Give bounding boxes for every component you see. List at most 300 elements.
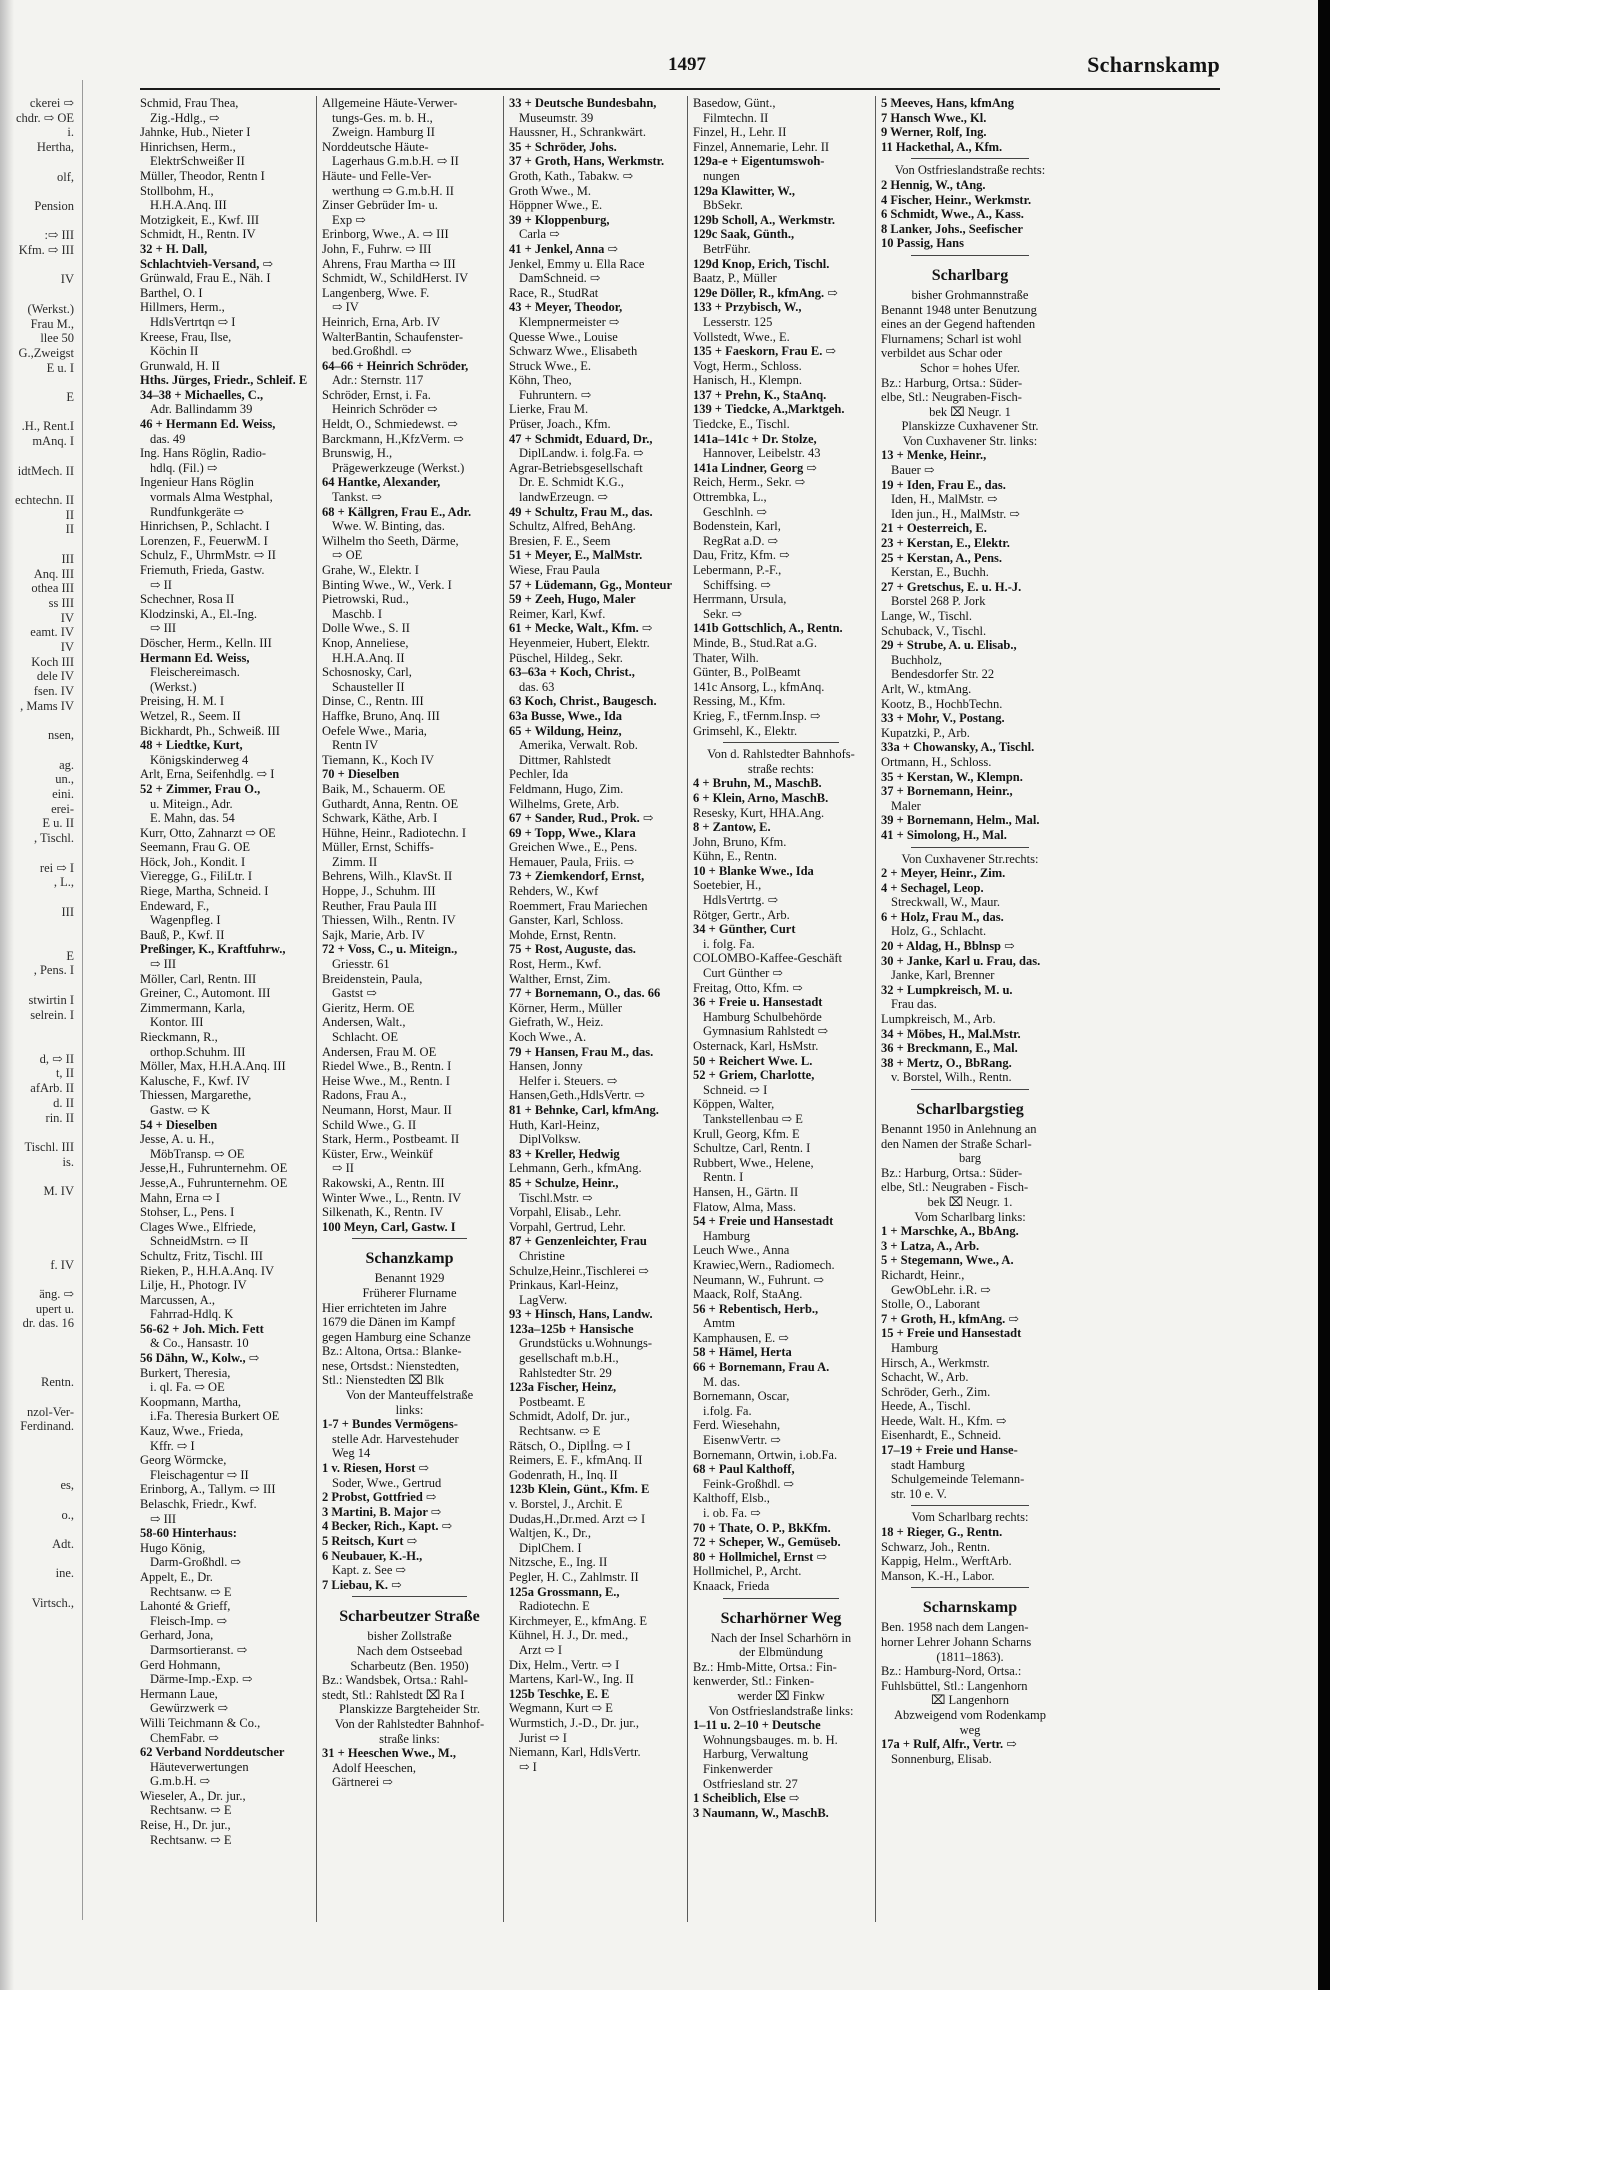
directory-entry: Jesse, A. u. H., <box>140 1132 215 1147</box>
directory-entry: Oefele Wwe., Maria, <box>322 723 427 738</box>
directory-entry: Reich, Herm., Sekr. ⇨ <box>693 475 806 490</box>
previous-page-line: d, ⇨ II <box>39 1051 74 1066</box>
previous-page-line: Adt. <box>52 1536 74 1551</box>
directory-entry: Allgemeine Häute-Verwer- <box>322 96 458 110</box>
directory-entry: Haussner, H., Schrankwärt. <box>509 125 646 140</box>
house-number-entry: 1–11 u. 2–10 + Deutsche <box>693 1718 821 1733</box>
previous-page-line: M. IV <box>43 1184 74 1199</box>
previous-page-line <box>0 1199 78 1214</box>
house-number-entry: 70 + Dieselben <box>322 767 400 782</box>
house-number-entry: 39 + Kloppenburg, <box>509 212 610 227</box>
street-note: Benannt 1948 unter Benutzung <box>881 302 1037 317</box>
house-number-entry: 129d Knop, Erich, Tischl. <box>693 256 830 271</box>
directory-entry: Schulgemeinde Telemann- <box>891 1472 1025 1487</box>
street-note: verbildet aus Schar oder <box>881 346 1003 361</box>
directory-entry: Buchholz, <box>891 652 943 667</box>
directory-entry: Groth, Kath., Tabakw. ⇨ <box>509 168 634 183</box>
directory-entry: Kamphausen, E. ⇨ <box>693 1330 789 1345</box>
directory-entry: Darmsortieranst. ⇨ <box>150 1642 248 1657</box>
directory-entry: Fleisch-Imp. ⇨ <box>150 1613 228 1628</box>
previous-page-line: , Mams IV <box>20 698 74 713</box>
directory-entry: Amerika, Verwalt. Rob. <box>519 738 638 753</box>
directory-entry: Lange, W., Tischl. <box>881 609 972 623</box>
directory-entry: Flatow, Alma, Mass. <box>693 1199 797 1214</box>
directory-entry: Rechtsanw. ⇨ E <box>150 1803 232 1818</box>
directory-entry: Christine <box>519 1248 565 1263</box>
house-number-entry: 70 + Thate, O. P., BkKfm. <box>693 1520 831 1535</box>
section-separator <box>352 1596 467 1597</box>
directory-entry: Bodenstein, Karl, <box>693 519 781 534</box>
directory-entry: Günter, B., PolBeamt <box>693 665 801 680</box>
directory-entry: i.Fa. Theresia Burkert OE <box>150 1409 280 1424</box>
directory-entry: Bauer ⇨ <box>891 463 935 478</box>
house-number-entry: Hermann Ed. Weiss, <box>140 650 250 665</box>
street-note: bisher Grohmannstraße <box>911 287 1029 302</box>
directory-entry: Janke, Karl, Brenner <box>891 968 995 983</box>
house-number-entry: 123a–125b + Hansische <box>509 1321 634 1336</box>
directory-entry: Winter Wwe., L., Rentn. IV <box>322 1190 462 1205</box>
directory-entry: Hinrichsen, P., Schlacht. I <box>140 519 270 534</box>
street-note: Benannt 1929 <box>374 1271 445 1286</box>
street-note: den Namen der Straße Scharl- <box>881 1136 1032 1151</box>
previous-page-line <box>0 1272 78 1287</box>
directory-entry: Walther, Ernst, Zim. <box>509 971 611 986</box>
directory-entry: stadt Hamburg <box>891 1457 965 1472</box>
directory-entry: Maler <box>891 798 921 813</box>
previous-page-line: Frau M., <box>30 316 74 331</box>
house-number-entry: 7 + Groth, H., kfmAng. ⇨ <box>881 1311 1019 1326</box>
previous-page-line: is. <box>62 1154 74 1169</box>
directory-entry: Dinse, C., Rentn. III <box>322 694 424 709</box>
directory-entry: Klempnermeister ⇨ <box>519 314 620 329</box>
directory-entry: (Werkst.) <box>150 679 197 694</box>
directory-entry: Gastst ⇨ <box>332 986 377 1001</box>
previous-page-line: stwirtin I <box>28 992 74 1007</box>
house-number-entry: 58-60 Hinterhaus: <box>140 1526 237 1541</box>
previous-page-line <box>0 1125 78 1140</box>
house-number-entry: Preßinger, K., Kraftfuhrw., <box>140 942 286 957</box>
street-note: Vom Scharlbarg rechts: <box>911 1510 1029 1525</box>
directory-entry: Heinrich, Erna, Arb. IV <box>322 314 441 329</box>
directory-entry: Jesse,H., Fuhrunternehm. OE <box>140 1161 288 1176</box>
directory-entry: DiplLandw. i. folg.Fa. ⇨ <box>519 446 644 461</box>
house-number-entry: 10 Passig, Hans <box>881 236 965 251</box>
directory-entry: Dolle Wwe., S. II <box>322 621 410 636</box>
directory-entry: Basedow, Günt., <box>693 96 776 110</box>
directory-entry: Hinrichsen, Herm., <box>140 139 236 154</box>
house-number-entry: 49 + Schultz, Frau M., das. <box>509 504 653 519</box>
directory-entry: Geschlnh. ⇨ <box>703 504 767 519</box>
directory-entry: Wwe. W. Binting, das. <box>332 519 445 534</box>
directory-entry: Arlt, Erna, Seifenhdlg. ⇨ I <box>140 767 275 782</box>
directory-entry: Maschb. I <box>332 606 382 621</box>
house-number-entry: 43 + Meyer, Theodor, <box>509 300 623 315</box>
previous-page-line: III <box>61 904 74 919</box>
directory-entry: Hamburg Schulbehörde <box>703 1009 822 1024</box>
directory-entry: Ing. Hans Röglin, Radio- <box>140 446 267 461</box>
directory-entry: Friemuth, Frieda, Gastw. <box>140 563 265 577</box>
street-note: bisher Zollstraße <box>367 1629 452 1644</box>
directory-entry: Königskinderweg 4 <box>150 752 249 767</box>
directory-entry: Struck Wwe., E. <box>509 358 592 373</box>
previous-page-line <box>0 405 78 420</box>
directory-entry: Wurmstich, J.-D., Dr. jur., <box>509 1715 640 1730</box>
previous-page-line: fsen. IV <box>33 684 74 699</box>
directory-entry: Lumpkreisch, M., Arb. <box>881 1012 996 1027</box>
house-number-entry: 8 + Zantow, E. <box>693 820 771 835</box>
directory-entry: RegRat a.D. ⇨ <box>703 533 779 548</box>
house-number-entry: 61 + Mecke, Walt., Kfm. ⇨ <box>509 621 653 636</box>
house-number-entry: 1 v. Riesen, Horst ⇨ <box>322 1461 429 1476</box>
house-number-entry: 64–66 + Heinrich Schröder, <box>322 358 469 373</box>
previous-page-line: II <box>65 522 74 537</box>
house-number-entry: 35 + Schröder, Johs. <box>509 139 617 154</box>
street-note: links: <box>395 1402 424 1417</box>
directory-entry: das. 63 <box>519 679 555 694</box>
directory-entry: Preising, H. M. I <box>140 694 225 709</box>
directory-entry: Möller, Max, H.H.A.Anq. III <box>140 1059 286 1074</box>
directory-entry: v. Borstel, Wilh., Rentn. <box>891 1070 1012 1085</box>
directory-entry: Schultz, Fritz, Tischl. III <box>140 1248 263 1263</box>
house-number-entry: 56 Dähn, W., Kolw., ⇨ <box>140 1351 260 1366</box>
previous-page-line: othea III <box>31 581 74 596</box>
directory-entry: Fleischereimasch. <box>150 665 240 680</box>
scan-border <box>1318 0 1330 1990</box>
previous-page-line: nsen, <box>47 728 74 743</box>
directory-entry: Seemann, Frau G. OE <box>140 840 251 855</box>
directory-column-1 <box>140 96 310 1926</box>
directory-entry: John, F., Fuhrw. ⇨ III <box>322 241 432 256</box>
directory-entry: Döscher, Herm., Kelln. III <box>140 635 272 650</box>
house-number-entry: Schlachtvieh-Versand, ⇨ <box>140 256 273 271</box>
directory-entry: i.folg. Fa. <box>703 1403 752 1418</box>
directory-column-2 <box>322 96 497 1926</box>
directory-entry: Wohnungsbauges. m. b. H. <box>703 1732 838 1747</box>
directory-entry: Endeward, F., <box>140 898 210 913</box>
directory-entry: Feldmann, Hugo, Zim. <box>509 781 624 796</box>
directory-entry: Clages Wwe., Elfriede, <box>140 1219 257 1234</box>
house-number-entry: 5 Reitsch, Kurt ⇨ <box>322 1534 418 1548</box>
directory-entry: Kauz, Wwe., Frieda, <box>140 1424 244 1439</box>
previous-page-line <box>0 184 78 199</box>
house-number-entry: 6 + Klein, Arno, MaschB. <box>693 790 829 805</box>
directory-entry: Bornemann, Oscar, <box>693 1389 790 1404</box>
house-number-entry: 125a Grossmann, E., <box>509 1584 620 1599</box>
previous-page-line: eini. <box>52 787 74 802</box>
directory-entry: das. 49 <box>150 431 186 446</box>
directory-entry: Kalusche, F., Kwf. IV <box>140 1073 250 1088</box>
directory-entry: Jesse,A., Fuhrunternehm. OE <box>140 1175 288 1190</box>
directory-entry: Behrens, Wilh., KlavSt. II <box>322 869 453 884</box>
directory-entry: v. Borstel, J., Archit. E <box>509 1497 623 1511</box>
house-number-entry: 129a Klawitter, W., <box>693 183 795 198</box>
street-heading: Scharhörner Weg <box>720 1609 842 1627</box>
previous-page-line <box>0 1346 78 1361</box>
directory-entry: Gerd Hohmann, <box>140 1657 221 1672</box>
previous-page-line: E <box>66 948 74 963</box>
house-number-entry: 7 Hansch Wwe., Kl. <box>881 110 987 125</box>
previous-page-line <box>0 743 78 758</box>
directory-entry: Lehmann, Gerh., kfmAng. <box>509 1161 642 1176</box>
directory-entry: Rundfunkgeräte ⇨ <box>150 504 245 519</box>
street-note: Ben. 1958 nach dem Langen- <box>881 1620 1029 1635</box>
directory-entry: Darm-Großhdl. ⇨ <box>150 1555 242 1570</box>
page-header <box>140 50 1220 80</box>
previous-page-line <box>0 1449 78 1464</box>
directory-entry: Gastw. ⇨ K <box>150 1102 211 1117</box>
directory-entry: Schmidt, W., SchildHerst. IV <box>322 271 469 286</box>
directory-entry: GewObLehr. i.R. ⇨ <box>891 1282 991 1297</box>
directory-entry: Bauß, P., Kwf. II <box>140 927 225 942</box>
page-headword: Scharnskamp <box>1087 52 1220 77</box>
house-number-entry: 2 Probst, Gottfried ⇨ <box>322 1490 437 1505</box>
directory-entry: Fahrrad-Hdlq. K <box>150 1307 234 1322</box>
directory-entry: SchneidMstrn. ⇨ II <box>150 1234 249 1249</box>
directory-entry: stedt, Stl.: Rahlstedt ⌧ Ra I <box>322 1687 465 1702</box>
street-note: Abzweigend vom Rodenkamp <box>893 1707 1047 1722</box>
directory-entry: Race, R., StudRat <box>509 285 599 300</box>
previous-page-line <box>0 375 78 390</box>
previous-page-line: Ferdinand. <box>20 1419 74 1434</box>
directory-entry: ⇨ I <box>519 1759 537 1774</box>
directory-entry: Neumann, Horst, Maur. II <box>322 1102 452 1117</box>
previous-page-line <box>0 1331 78 1346</box>
directory-entry: Bz.: Hamburg-Nord, Ortsa.: <box>881 1664 1022 1679</box>
house-number-entry: 9 Werner, Rolf, Ing. <box>881 125 987 140</box>
column-rule <box>503 96 504 1922</box>
directory-entry: Norddeutsche Häute- <box>322 139 429 154</box>
directory-entry: Belaschk, Friedr., Kwf. <box>140 1497 257 1511</box>
previous-page-line: IV <box>60 610 74 625</box>
directory-entry: LagVerw. <box>519 1292 568 1307</box>
directory-entry: ⇨ IV <box>332 300 359 315</box>
house-number-entry: 64 Hantke, Alexander, <box>322 475 441 490</box>
directory-entry: Lahonté & Grieff, <box>140 1599 231 1614</box>
previous-page-line: dr. das. 16 <box>22 1316 74 1331</box>
directory-entry: ⇨ II <box>332 1161 354 1176</box>
directory-entry: Kapt. z. See ⇨ <box>332 1563 406 1578</box>
directory-entry: Dudas,H.,Dr.med. Arzt ⇨ I <box>509 1511 646 1526</box>
previous-page-line: II <box>65 507 74 522</box>
directory-entry: Köhn, Theo, <box>509 373 572 388</box>
directory-entry: Frau das. <box>891 997 937 1012</box>
house-number-entry: 123a Fischer, Heinz, <box>509 1380 617 1395</box>
directory-entry: Schulze,Heinr.,Tischlerei ⇨ <box>509 1263 649 1278</box>
directory-entry: Nitzsche, E., Ing. II <box>509 1555 608 1570</box>
house-number-entry: 1 + Marschke, A., BbAng. <box>881 1224 1019 1239</box>
previous-page-line <box>0 934 78 949</box>
directory-entry: Ahrens, Frau Martha ⇨ III <box>322 256 456 271</box>
street-note: Von Ostfrieslandstraße links: <box>708 1703 854 1718</box>
directory-entry: Ottrembka, L., <box>693 490 767 505</box>
section-separator <box>911 255 1029 256</box>
house-number-entry: 34 + Möbes, H., Mal.Mstr. <box>881 1026 1021 1041</box>
directory-entry: hdlq. (Fil.) ⇨ <box>150 460 218 475</box>
house-number-entry: 129b Scholl, A., Werkmstr. <box>693 212 836 227</box>
house-number-entry: 1-7 + Bundes Vermögens- <box>322 1417 458 1432</box>
house-number-entry: 141b Gottschlich, A., Rentn. <box>693 621 843 636</box>
directory-entry: Müller, Ernst, Schiffs- <box>322 840 434 855</box>
street-note: ⌧ Langenhorn <box>931 1693 1009 1708</box>
directory-entry: Georg Wörmcke, <box>140 1453 227 1468</box>
directory-entry: Rentn. I <box>703 1170 744 1185</box>
directory-entry: Schultz, Alfred, BehAng. <box>509 519 636 534</box>
directory-entry: i. ob. Fa. ⇨ <box>703 1506 761 1520</box>
directory-entry: Sajk, Marie, Arb. IV <box>322 927 425 942</box>
house-number-entry: 125b Teschke, E. E <box>509 1686 610 1701</box>
street-note: Von Cuxhavener Str. links: <box>902 433 1038 448</box>
directory-entry: Godenrath, H., Inq. II <box>509 1467 618 1482</box>
directory-entry: Zinser Gebrüder Im- u. <box>322 198 438 213</box>
directory-entry: Pechler, Ida <box>509 767 569 782</box>
directory-entry: ⇨ III <box>150 957 177 972</box>
directory-entry: nungen <box>703 168 740 183</box>
house-number-entry: 77 + Bornemann, O., das. 66 <box>509 986 661 1001</box>
directory-entry: H.H.A.Anq. III <box>150 198 227 213</box>
previous-page-line: upert u. <box>35 1301 74 1316</box>
directory-entry: Baatz, P., Müller <box>693 271 777 286</box>
house-number-entry: 93 + Hinsch, Hans, Landw. <box>509 1307 653 1322</box>
previous-page-line: erei- <box>51 801 74 816</box>
directory-entry: Vorpahl, Elisab., Lehr. <box>509 1205 622 1220</box>
previous-page-line: o., <box>61 1507 74 1522</box>
directory-entry: Schwarz, Joh., Rentn. <box>881 1539 991 1554</box>
previous-page-line <box>0 537 78 552</box>
street-note: Scharbeutz (Ben. 1950) <box>350 1658 469 1673</box>
directory-entry: Vieregge, G., FiliLtr. I <box>140 869 253 884</box>
directory-entry: Schacht, W., Arb. <box>881 1370 969 1385</box>
section-separator <box>911 158 1029 159</box>
previous-page-margin-rule <box>82 80 83 1920</box>
house-number-entry: 47 + Schmidt, Eduard, Dr., <box>509 431 653 446</box>
house-number-entry: 34–38 + Michaelles, C., <box>140 387 264 402</box>
section-separator <box>911 847 1029 848</box>
directory-entry: Kurr, Otto, Zahnarzt ⇨ OE <box>140 825 276 840</box>
street-heading: Schanzkamp <box>365 1250 454 1268</box>
previous-page-line: nzol-Ver- <box>27 1404 74 1419</box>
directory-entry: Filmtechn. II <box>703 110 769 125</box>
directory-entry: Prüser, Joach., Kfm. <box>509 417 611 432</box>
house-number-entry: 123b Klein, Günt., Kfm. E <box>509 1482 650 1497</box>
directory-entry: Küster, Erw., Weinküf <box>322 1146 433 1161</box>
directory-entry: kenwerder, Stl.: Finken- <box>693 1674 815 1689</box>
directory-entry: Schneid. ⇨ I <box>703 1082 768 1097</box>
directory-entry: E. Mahn, das. 54 <box>150 811 235 826</box>
house-number-entry: 63–63a + Koch, Christ., <box>509 665 635 680</box>
directory-entry: Herrmann, Ursula, <box>693 592 787 607</box>
house-number-entry: 68 + Källgren, Frau E., Adr. <box>322 504 472 519</box>
directory-entry: Soetebier, H., <box>693 878 762 893</box>
directory-entry: Kühnel, H. J., Dr. med., <box>509 1628 629 1643</box>
house-number-entry: 4 Becker, Rich., Kapt. ⇨ <box>322 1519 453 1534</box>
street-note: horner Lehrer Johann Scharns <box>881 1635 1032 1649</box>
directory-entry: str. 10 e. V. <box>891 1486 947 1501</box>
house-number-entry: 36 + Breckmann, E., Mal. <box>881 1041 1018 1056</box>
directory-entry: ChemFabr. ⇨ <box>150 1730 219 1745</box>
house-number-entry: 8 Lanker, Johs., Seefischer <box>881 221 1023 236</box>
directory-entry: Stark, Herm., Postbeamt. II <box>322 1132 460 1147</box>
house-number-entry: 72 + Voss, C., u. Miteign., <box>322 942 458 957</box>
directory-entry: Prägewerkzeuge (Werkst.) <box>332 460 465 475</box>
street-note: Von der Rahlstedter Bahnhof- <box>334 1716 485 1731</box>
previous-page-line: E u. I <box>46 360 74 375</box>
directory-entry: Hühne, Heinr., Radiotechn. I <box>322 825 467 840</box>
house-number-entry: 139 + Tiedcke, A.,Marktgeh. <box>693 402 845 417</box>
directory-entry: Lorenzen, F., FeuerwM. I <box>140 533 268 548</box>
directory-entry: Sonnenburg, Elisab. <box>891 1751 992 1766</box>
previous-page-line: afArb. II <box>30 1081 74 1096</box>
directory-entry: Mahn, Erna ⇨ I <box>140 1190 220 1205</box>
directory-entry: Postbeamt. E <box>519 1394 585 1409</box>
directory-entry: Bornemann, Ortwin, i.ob.Fa. <box>693 1447 838 1462</box>
house-number-entry: 59 + Zeeh, Hugo, Maler <box>509 592 636 607</box>
previous-page-line <box>0 978 78 993</box>
directory-entry: Reuther, Frau Paula III <box>322 898 437 913</box>
directory-entry: Vollstedt, Wwe., E. <box>693 329 790 344</box>
previous-page-line <box>0 1522 78 1537</box>
directory-entry: M. das. <box>703 1374 741 1389</box>
directory-entry: orthop.Schuhm. III <box>150 1044 246 1059</box>
directory-entry: Appelt, E., Dr. <box>140 1569 213 1584</box>
directory-entry: Rätsch, O., Diplİng. ⇨ I <box>509 1438 631 1453</box>
house-number-entry: 80 + Hollmichel, Ernst ⇨ <box>693 1549 827 1564</box>
house-number-entry: 54 + Freie und Hansestadt <box>693 1214 834 1229</box>
street-note: Früherer Flurname <box>362 1285 457 1300</box>
directory-entry: Borstel 268 P. Jork <box>891 594 986 609</box>
directory-entry: Rakowski, A., Rentn. III <box>322 1175 445 1190</box>
directory-entry: Wilhelm tho Seeth, Därme, <box>322 533 459 548</box>
directory-entry: Finzel, H., Lehr. II <box>693 125 787 140</box>
house-number-entry: 69 + Topp, Wwe., Klara <box>509 825 636 840</box>
directory-entry: Schmidt, Adolf, Dr. jur., <box>509 1409 630 1424</box>
column-rule <box>687 96 688 1922</box>
directory-entry: Lilje, H., Photogr. IV <box>140 1278 247 1293</box>
directory-entry: Kühn, E., Rentn. <box>693 849 778 864</box>
directory-entry: stelle Adr. Harvestehuder <box>332 1431 459 1446</box>
directory-entry: Kerstan, E., Buchh. <box>891 565 989 580</box>
section-separator <box>352 1238 467 1239</box>
directory-entry: Mohde, Ernst, Rentn. <box>509 927 617 942</box>
directory-entry: Harburg, Verwaltung <box>703 1747 809 1762</box>
directory-entry: Rentn IV <box>332 738 379 753</box>
directory-entry: Breidenstein, Paula, <box>322 971 423 986</box>
house-number-entry: 75 + Rost, Auguste, das. <box>509 942 636 957</box>
directory-entry: Hansen,Geth.,HdlsVertr. ⇨ <box>509 1088 645 1103</box>
directory-entry: Vorpahl, Gertrud, Lehr. <box>509 1219 626 1234</box>
house-number-entry: 31 + Heeschen Wwe., M., <box>322 1746 456 1761</box>
previous-page-line: llee 50 <box>40 331 74 346</box>
directory-entry: i. ql. Fa. ⇨ OE <box>150 1380 225 1395</box>
directory-entry: Rechtsanw. ⇨ E <box>150 1584 232 1599</box>
directory-entry: Finkenwerder <box>703 1761 773 1776</box>
directory-entry: Osternack, Karl, HsMstr. <box>693 1039 819 1053</box>
directory-entry: Häuteverwertungen <box>150 1759 249 1774</box>
directory-entry: Heldt, O., Schmiedewst. ⇨ <box>322 417 458 432</box>
directory-entry: Thater, Wilh. <box>693 650 759 665</box>
directory-entry: Manson, K.-H., Labor. <box>881 1568 995 1583</box>
house-number-entry: 129a-e + Eigentumswoh- <box>693 154 825 169</box>
directory-entry: Hillmers, Herm., <box>140 300 225 315</box>
directory-entry: Kreese, Frau, Ilse, <box>140 329 232 344</box>
previous-page-line <box>0 214 78 229</box>
directory-entry: Richardt, Heinr., <box>881 1267 965 1282</box>
directory-entry: Bresien, F. E., Seem <box>509 533 611 548</box>
previous-page-line: eamt. IV <box>30 625 74 640</box>
directory-entry: MöbTransp. ⇨ OE <box>150 1146 245 1161</box>
house-number-entry: 32 + H. Dall, <box>140 241 208 256</box>
house-number-entry: 62 Verband Norddeutscher <box>140 1745 285 1760</box>
directory-entry: Grunwald, H. II <box>140 358 220 373</box>
